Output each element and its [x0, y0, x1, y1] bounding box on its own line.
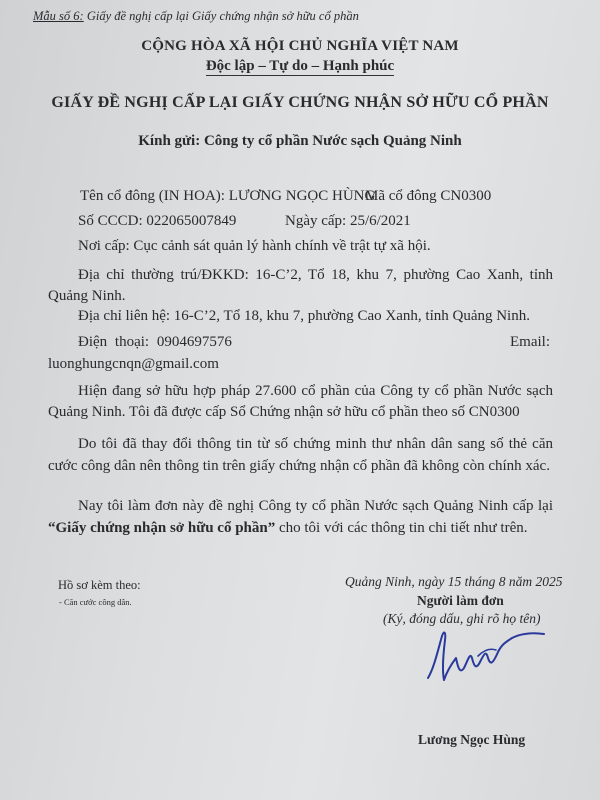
shareholder-code: Mã cổ đông CN0300: [365, 188, 492, 204]
nation-heading: CỘNG HÒA XÃ HỘI CHỦ NGHĨA VIỆT NAM: [141, 38, 459, 54]
issue-date: Ngày cấp: 25/6/2021: [285, 213, 411, 229]
id-number: Số CCCD: 022065007849: [78, 213, 237, 229]
form-number-line: [33, 9, 359, 24]
email-label: Email:: [510, 334, 550, 350]
sign-note: (Ký, đóng dấu, ghi rõ họ tên): [383, 611, 541, 626]
document-title: GIẤY ĐỀ NGHỊ CẤP LẠI GIẤY CHỨNG NHẬN SỞ HỮU CỔ PHẦN: [51, 94, 549, 111]
form-title: Giấy đề nghị cấp lại Giấy chứng nhận sở hữu cổ phần: [86, 9, 359, 23]
handwritten-signature: [420, 628, 550, 688]
attachments-label: Hồ sơ kèm theo:: [58, 578, 141, 592]
recipient-line: Kính gửi: Công ty cổ phần Nước sạch Quảng Ninh: [138, 133, 462, 149]
paragraph-reason: Do tôi đã thay đổi thông tin từ số chứng minh thư nhân dân sang số thẻ căn cước công dân nên thông tin trên giấy chứng nhận cổ phần đã không còn chính xác.: [48, 436, 553, 474]
request-end: cho tôi với các thông tin chi tiết như trên.: [278, 520, 528, 536]
paragraph-holdings: Hiện đang sở hữu hợp pháp 27.600 cổ phần của Công ty cổ phần Nước sạch Quảng Ninh. Tôi đã được cấp Sổ Chứng nhận sở hữu cổ phần theo số CN0300: [48, 383, 553, 420]
paragraph-request: [48, 495, 553, 539]
shareholder-name: Tên cổ đông (IN HOA): LƯƠNG NGỌC HÙNG: [80, 188, 376, 204]
place-date: Quảng Ninh, ngày 15 tháng 8 năm 2025: [345, 574, 563, 589]
motto: [0, 58, 600, 75]
attachment-item: - Căn cước công dân.: [59, 597, 132, 607]
applicant-label: Người làm đơn: [417, 593, 504, 608]
issue-place: Nơi cấp: Cục cảnh sát quản lý hành chính về trật tự xã hội.: [78, 238, 431, 254]
email-value: luonghungcnqn@gmail.com: [48, 356, 219, 372]
phone: Điện thoại: 0904697576: [78, 334, 232, 350]
motto-text: Độc lập – Tự do – Hạnh phúc: [205, 58, 395, 74]
permanent-address: Địa chỉ thường trú/ĐKKD: 16-C’2, Tổ 18, khu 7, phường Cao Xanh, tỉnh Quảng Ninh.: [48, 267, 553, 304]
signer-name: Lương Ngọc Hùng: [418, 732, 526, 747]
contact-address: Địa chỉ liên hệ: 16-C’2, Tổ 18, khu 7, phường Cao Xanh, tỉnh Quảng Ninh.: [78, 308, 530, 324]
form-number-label: Mẫu số 6:: [33, 9, 84, 23]
request-certificate-name: “Giấy chứng nhận sở hữu cổ phần”: [48, 520, 276, 536]
request-start: Nay tôi làm đơn này đề nghị Công ty cổ phần Nước sạch Quảng Ninh cấp lại: [78, 498, 553, 514]
